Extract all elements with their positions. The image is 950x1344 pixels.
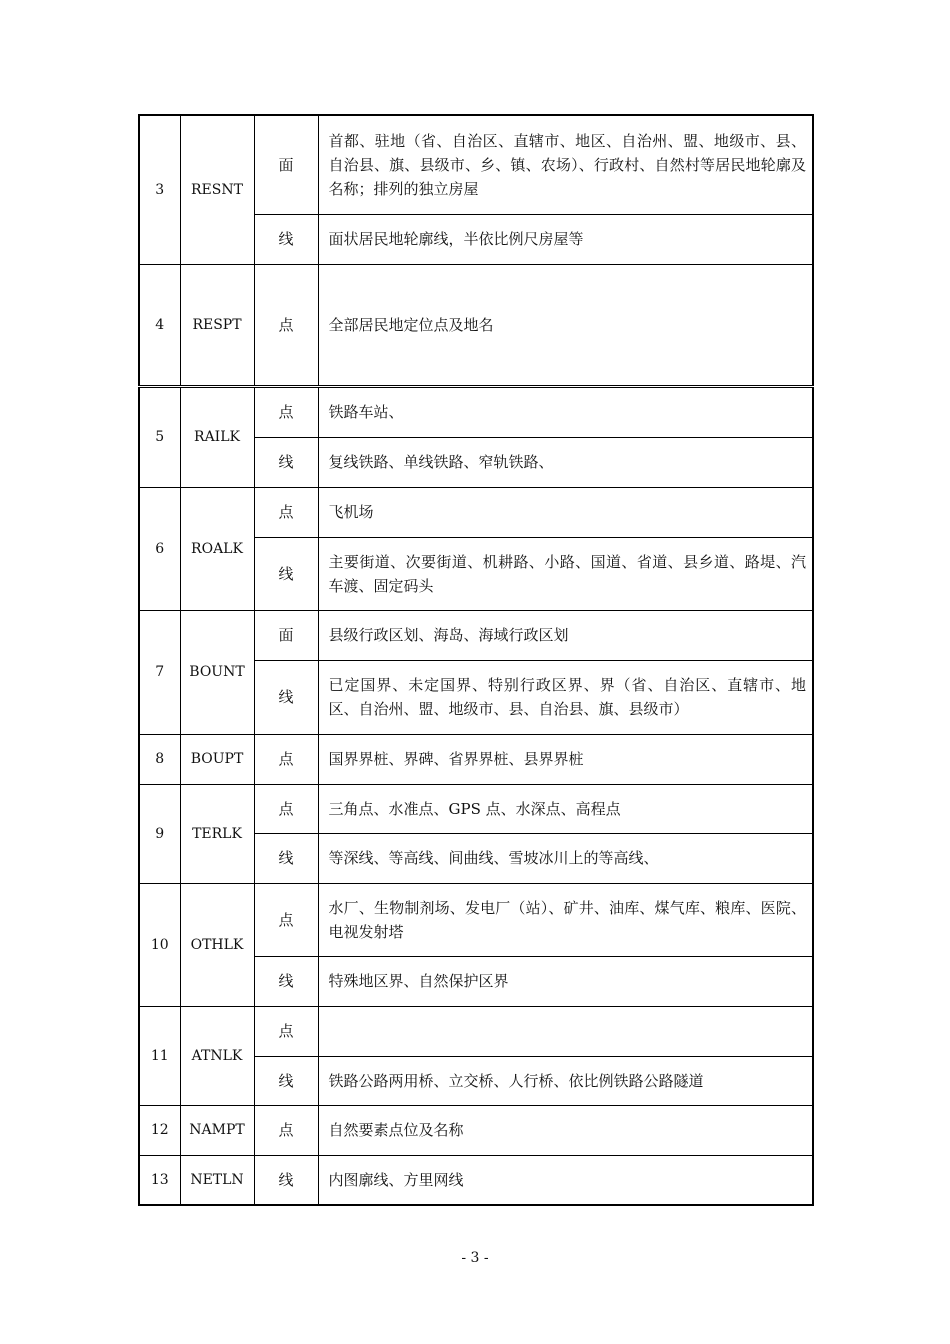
layer-code: NAMPT xyxy=(180,1105,254,1155)
layer-number: 4 xyxy=(139,264,180,386)
layer-code: BOUNT xyxy=(180,610,254,734)
geometry-type: 线 xyxy=(254,437,318,487)
geometry-type: 点 xyxy=(254,487,318,537)
layer-number: 7 xyxy=(139,610,180,734)
table-row xyxy=(139,487,813,537)
layer-number: 8 xyxy=(139,734,180,784)
layer-description: 特殊地区界、自然保护区界 xyxy=(318,956,813,1006)
geometry-type: 面 xyxy=(254,610,318,660)
page-number: - 3 - xyxy=(461,1250,489,1266)
table-row xyxy=(139,883,813,956)
layer-code: NETLN xyxy=(180,1155,254,1205)
table-row xyxy=(139,1155,813,1205)
geometry-type: 点 xyxy=(254,386,318,437)
geometry-type: 线 xyxy=(254,1056,318,1105)
layer-description: 主要街道、次要街道、机耕路、小路、国道、省道、县乡道、路堤、汽车渡、固定码头 xyxy=(318,537,813,610)
table-row xyxy=(139,784,813,833)
layer-number: 11 xyxy=(139,1006,180,1105)
layer-description: 复线铁路、单线铁路、窄轨铁路、 xyxy=(318,437,813,487)
geometry-type: 线 xyxy=(254,537,318,610)
layer-description xyxy=(318,1006,813,1056)
layer-description: 内图廓线、方里网线 xyxy=(318,1155,813,1205)
layer-description: 铁路公路两用桥、立交桥、人行桥、依比例铁路公路隧道 xyxy=(318,1056,813,1105)
layer-description: 飞机场 xyxy=(318,487,813,537)
layer-number: 5 xyxy=(139,386,180,487)
layer-description: 面状居民地轮廓线，半依比例尺房屋等 xyxy=(318,214,813,264)
layer-code: BOUPT xyxy=(180,734,254,784)
geometry-type: 线 xyxy=(254,956,318,1006)
table-row xyxy=(139,1006,813,1056)
layer-description: 等深线、等高线、间曲线、雪坡冰川上的等高线、 xyxy=(318,833,813,883)
table-row xyxy=(139,610,813,660)
geometry-type: 线 xyxy=(254,1155,318,1205)
layer-number: 12 xyxy=(139,1105,180,1155)
geometry-type: 点 xyxy=(254,784,318,833)
geometry-type: 线 xyxy=(254,660,318,734)
geometry-type: 点 xyxy=(254,1006,318,1056)
layer-description: 三角点、水准点、GPS 点、水深点、高程点 xyxy=(318,784,813,833)
feature-layer-table xyxy=(138,114,814,1206)
layer-code: ROALK xyxy=(180,487,254,610)
layer-description: 全部居民地定位点及地名 xyxy=(318,264,813,386)
layer-description: 铁路车站、 xyxy=(318,386,813,437)
table-row xyxy=(139,734,813,784)
layer-description: 已定国界、未定国界、特别行政区界、界（省、自治区、直辖市、地区、自治州、盟、地级市、县、自治县、旗、县级市） xyxy=(318,660,813,734)
layer-code: RESNT xyxy=(180,115,254,264)
geometry-type: 点 xyxy=(254,1105,318,1155)
layer-description: 自然要素点位及名称 xyxy=(318,1105,813,1155)
layer-number: 6 xyxy=(139,487,180,610)
layer-number: 9 xyxy=(139,784,180,883)
layer-description: 首都、驻地（省、自治区、直辖市、地区、自治州、盟、地级市、县、自治县、旗、县级市、乡、镇、农场）、行政村、自然村等居民地轮廓及名称；排列的独立房屋 xyxy=(318,115,813,214)
geometry-type: 面 xyxy=(254,115,318,214)
geometry-type: 线 xyxy=(254,214,318,264)
layer-number: 10 xyxy=(139,883,180,1006)
geometry-type: 点 xyxy=(254,264,318,386)
layer-number: 13 xyxy=(139,1155,180,1205)
table-row xyxy=(139,264,813,386)
layer-code: RESPT xyxy=(180,264,254,386)
layer-number: 3 xyxy=(139,115,180,264)
table-row xyxy=(139,1105,813,1155)
geometry-type: 点 xyxy=(254,883,318,956)
layer-code: RAILK xyxy=(180,386,254,487)
geometry-type: 线 xyxy=(254,833,318,883)
table-row xyxy=(139,386,813,437)
layer-description: 水厂、生物制剂场、发电厂（站）、矿井、油库、煤气库、粮库、医院、电视发射塔 xyxy=(318,883,813,956)
layer-code: OTHLK xyxy=(180,883,254,1006)
layer-code: TERLK xyxy=(180,784,254,883)
geometry-type: 点 xyxy=(254,734,318,784)
layer-code: ATNLK xyxy=(180,1006,254,1105)
layer-description: 国界界桩、界碑、省界界桩、县界界桩 xyxy=(318,734,813,784)
table-row xyxy=(139,115,813,214)
layer-description: 县级行政区划、海岛、海域行政区划 xyxy=(318,610,813,660)
